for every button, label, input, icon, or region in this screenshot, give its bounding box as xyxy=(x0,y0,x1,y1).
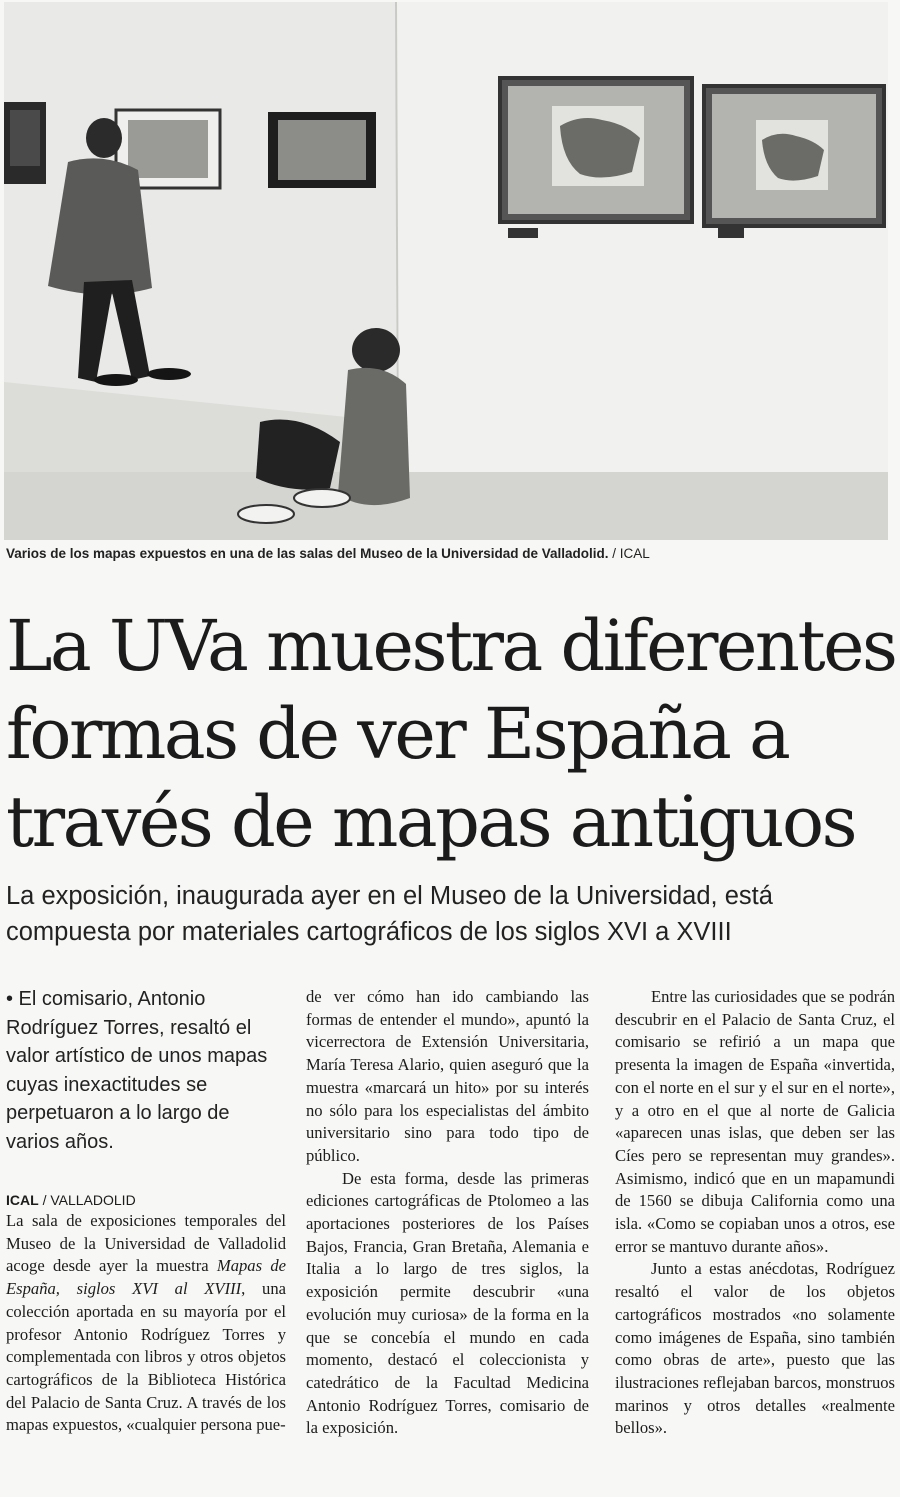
body-paragraph xyxy=(6,1210,286,1437)
byline-location: / VALLADOLID xyxy=(42,1192,136,1208)
byline-agency: ICAL xyxy=(6,1192,39,1208)
article-column-2 xyxy=(306,986,589,1440)
article-column-3 xyxy=(615,986,895,1440)
article-column-1 xyxy=(6,985,286,1437)
photo-caption xyxy=(6,546,886,561)
gallery-illustration xyxy=(4,2,888,540)
exhibition-photo xyxy=(4,2,888,540)
subtitle xyxy=(6,878,886,950)
headline-line-2: formas de ver España a xyxy=(6,693,789,775)
lead-summary: • El comisario, Antonio Rodríguez Torres, resaltó el valor artístico de unos mapas cuyas inexactitudes se perpetuaron a lo largo de varios años. xyxy=(6,988,268,1153)
exhibition-title: Mapas de España, siglos XVI al XVIII xyxy=(6,1256,286,1299)
body-paragraph: De esta forma, desde las primeras ediciones cartográficas de Ptolomeo a las aportaciones posteriores de los Países Bajos, Francia, Gran Bretaña, Alemania e Italia a lo largo de tres siglos, la exposición permite descubrir «una evolución muy curiosa» de la forma en la que se concebía el mundo en cada momento, destacó el coleccionista y catedrático de la Facultad Medicina Antonio Rodríguez Torres, comisario de la exposición. xyxy=(306,1168,589,1438)
body-paragraph: Junto a estas anécdotas, Rodríguez resaltó el valor de los objetos cartográficos mostrados «no solamente como imágenes de España, sino también como obras de arte», puesto que las ilustraciones reflejaban barcos, monstruos marinos y otros detalles «realmente bellos». xyxy=(615,1259,895,1438)
subtitle-line-1: La exposición, inaugurada ayer en el Museo de la Universidad, está xyxy=(6,882,773,910)
subtitle-line-2: compuesta por materiales cartográficos de los siglos XVI a XVIII xyxy=(6,918,732,946)
caption-text: Varios de los mapas expuestos en una de las salas del Museo de la Universidad de Valladolid. xyxy=(6,546,609,561)
body-paragraph: Entre las curiosidades que se podrán descubrir en el Palacio de Santa Cruz, el comisario se refirió a un mapa que presenta la imagen de España «invertida, con el norte en el sur y el sur en el norte», y a otro en el que al norte de Galicia «aparecen unas islas, que deben ser las Cíes pero se representan muy grandes». Asimismo, indicó que en un mapamundi de 1560 se dibuja California como una isla. «Como se copiaban unos a otros, ese error se mantuvo durante años». xyxy=(615,987,895,1256)
headline-line-1: La UVa muestra diferentes xyxy=(6,605,896,687)
headline xyxy=(6,602,896,866)
body-text: La sala de exposiciones temporales del Museo de la Universidad de Valladolid acoge desde ayer la muestra xyxy=(6,1211,286,1276)
body-text: , una colección aportada en su mayoría por el profesor Antonio Rodríguez Torres y complementada con libros y otros objetos cartográficos de la Biblioteca Histórica del Palacio de Santa Cruz. A través de los mapas expuestos, «cualquier persona pue- xyxy=(6,1279,286,1435)
photo-credit: / ICAL xyxy=(612,546,650,561)
body-paragraph: de ver cómo han ido cambiando las formas de entender el mundo», apuntó la vicerrectora de Extensión Universitaria, María Teresa Alario, quien aseguró que la muestra «marcará un hito» por su interés no sólo para los especialistas del ámbito universitario sino para todo tipo de público. xyxy=(306,987,589,1165)
headline-line-3: través de mapas antiguos xyxy=(6,781,856,863)
byline xyxy=(6,1190,286,1210)
